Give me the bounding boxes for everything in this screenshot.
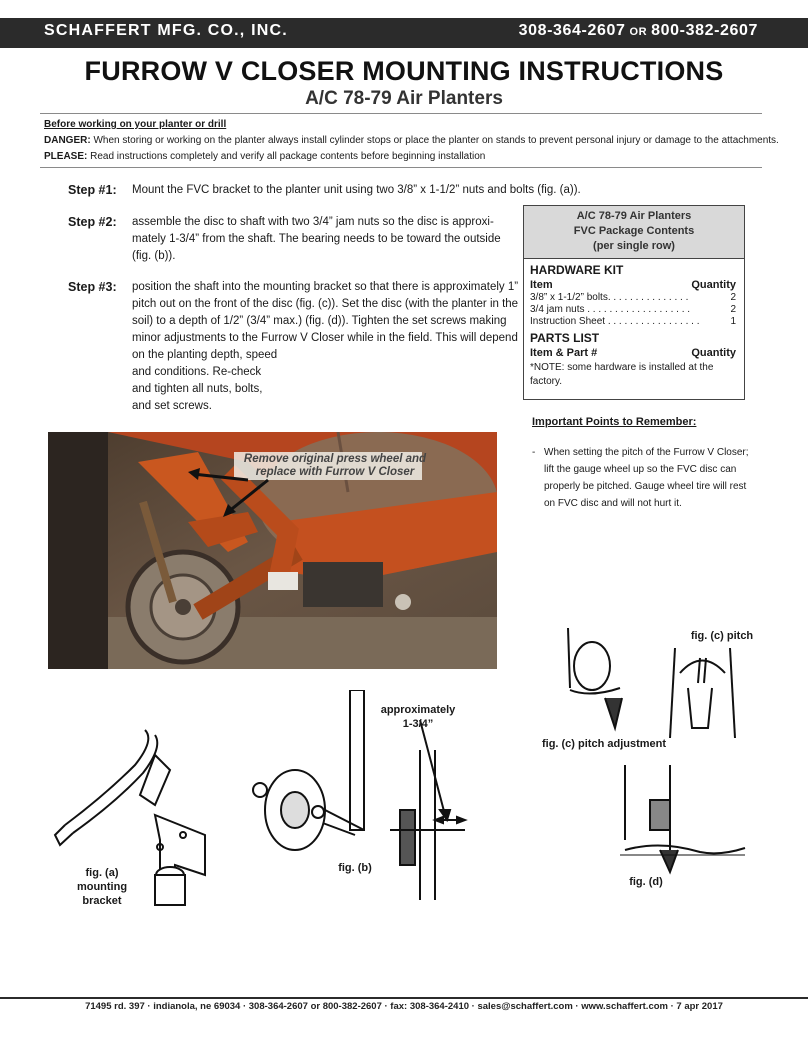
step-1-label: Step #1: (68, 183, 117, 197)
please-label: PLEASE: (44, 151, 88, 162)
divider-notes (40, 167, 762, 168)
important-points (532, 444, 754, 512)
danger-note (44, 135, 779, 146)
bullet-dash: - (532, 447, 536, 458)
parts-columns (530, 347, 736, 359)
step-3-label: Step #3: (68, 280, 117, 294)
parts-list-title: PARTS LIST (530, 331, 600, 345)
hardware-kit-title: HARDWARE KIT (530, 263, 624, 277)
package-contents-header (524, 206, 744, 259)
footer-contact: 71495 rd. 397 · indianola, ne 69034 · 308-364-2607 or 800-382-2607 · fax: 308-364-2410 · sales@schaffert.com · www.schaffert.com · 7 apr 2017 (85, 1001, 723, 1012)
hardware-qty: 2 (730, 304, 736, 315)
company-name: SCHAFFERT MFG. CO., INC. (44, 22, 288, 39)
hardware-qty: 2 (730, 292, 736, 303)
fig-a-label: mounting (76, 881, 128, 893)
step-3-line: pitch out on the front of the disc (fig. (c)). Set the disc (with the planter in the (132, 298, 519, 310)
step-2-line: assemble the disc to shaft with two 3/4” jam nuts so the disc is approxi- (132, 216, 494, 228)
approx-line: 1-3/4” (402, 718, 434, 730)
hardware-row (530, 292, 736, 303)
divider-top (40, 113, 762, 114)
fig-d-label: fig. (d) (629, 876, 663, 888)
contents-head-line: (per single row) (593, 240, 675, 252)
fig-a-label: fig. (a) (85, 867, 119, 879)
please-text: Read instructions completely and verify all package contents before beginning installation (90, 151, 486, 162)
pitch-drawing (560, 628, 750, 738)
before-heading: Before working on your planter or drill (44, 119, 227, 130)
step-2-line: mately 1-3/4” from the shaft. The bearing needs to be toward the outside (132, 233, 501, 245)
approx-line: approximately (380, 704, 456, 716)
hardware-row (530, 316, 736, 327)
phone-secondary: 800-382-2607 (651, 22, 758, 39)
hardware-item: 3/8” x 1-1/2” bolts. . . . . . . . . . . . . . . (530, 292, 689, 303)
photo-caption: Remove original press wheel and replace with Furrow V Closer (243, 453, 427, 478)
hardware-item: 3/4 jam nuts . . . . . . . . . . . . . . . . . . . (530, 304, 691, 315)
danger-text: When storing or working on the planter always install cylinder stops or place the planter on stands to prevent personal injury or damage to the attachments. (93, 135, 779, 146)
contents-head-line: FVC Package Contents (573, 225, 695, 237)
danger-label: DANGER: (44, 135, 91, 146)
please-note (44, 151, 485, 162)
step-3-line: minor adjustments to the Furrow V Closer while in the field. This will depend (132, 332, 518, 344)
step-3-line: and conditions. Re-check (132, 366, 262, 378)
fig-b-label: fig. (b) (338, 862, 372, 874)
hardware-qty: 1 (730, 316, 736, 327)
page-title: FURROW V CLOSER MOUNTING INSTRUCTIONS (84, 56, 724, 86)
approx-label (368, 703, 468, 731)
page-subtitle: A/C 78-79 Air Planters (305, 88, 503, 109)
step-1-line: Mount the FVC bracket to the planter unit using two 3/8” x 1-1/2” nuts and bolts (fig. (a)). (132, 184, 581, 196)
step-2-text (132, 214, 501, 265)
step-1-text (132, 182, 581, 199)
header-phones (519, 22, 758, 40)
step-3-line: position the shaft into the mounting bracket so that there is approximately 1” (132, 281, 519, 293)
hardware-item: Instruction Sheet . . . . . . . . . . . . . . . . . (530, 316, 700, 327)
col-part: Item & Part # (530, 347, 598, 359)
important-points-title: Important Points to Remember: (532, 416, 697, 428)
contents-head-line: A/C 78-79 Air Planters (576, 210, 692, 222)
fig-c-pitch-label: fig. (c) pitch (690, 630, 754, 642)
fig-a-caption (62, 866, 142, 908)
fig-c-adjust-label: fig. (c) pitch adjustment (541, 738, 667, 750)
contents-note: *NOTE: some hardware is installed at the factory. (530, 362, 714, 387)
fig-a-label: bracket (82, 895, 122, 907)
hardware-columns (530, 279, 736, 291)
phone-or: OR (629, 26, 648, 38)
step-2-label: Step #2: (68, 215, 117, 229)
col-quantity: Quantity (691, 347, 736, 359)
step-2-line: (fig. (b)). (132, 250, 176, 262)
step-3-line: and tighten all nuts, bolts, (132, 383, 263, 395)
step-3-line: soil) to a depth of 1/2” (3/4” max.) (fig. (d)). Tighten the set screws making (132, 315, 507, 327)
hardware-row (530, 304, 736, 315)
package-contents-box (523, 205, 745, 400)
step-3-line: and set screws. (132, 400, 212, 412)
depth-drawing (620, 760, 750, 880)
important-point-text: When setting the pitch of the Furrow V Closer; lift the gauge wheel up so the FVC disc can properly be pitched. Gauge wheel tire will rest on FVC disc and will not hurt it. (544, 447, 749, 509)
phone-primary: 308-364-2607 (518, 22, 626, 39)
step-3-text (132, 279, 518, 415)
step-3-line: on the planting depth, speed (132, 349, 278, 361)
footer-rule (0, 997, 808, 999)
col-item: Item (530, 279, 553, 291)
col-quantity: Quantity (691, 279, 736, 291)
